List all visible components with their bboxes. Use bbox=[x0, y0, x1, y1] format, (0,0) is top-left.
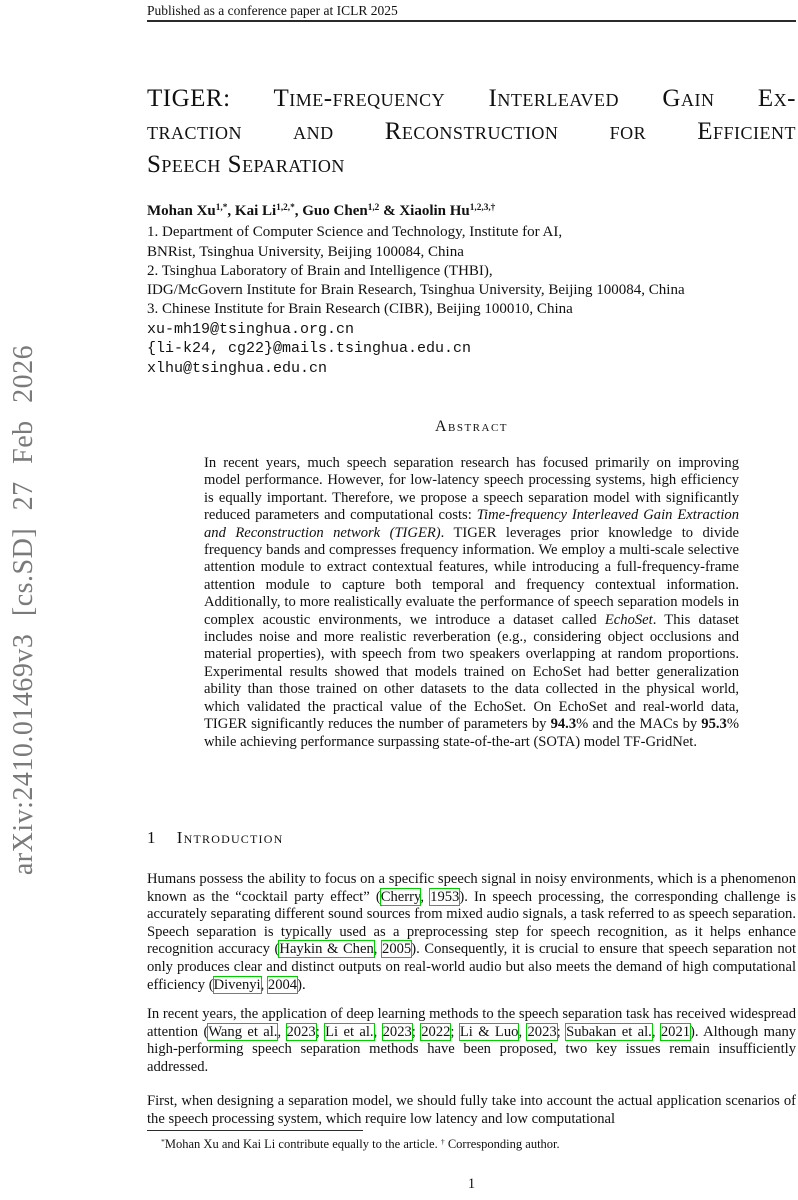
citation-link[interactable]: Haykin & Chen bbox=[279, 941, 374, 958]
citation-link[interactable]: 1953 bbox=[430, 888, 460, 905]
text-run: In recent years, much speech separation research has focused primarily on improving model performance. However, for low-latency speech processing systems, high efficiency is equally important. Therefore, we propose a speech separation model with significantly reduced parameters and computational costs: bbox=[204, 455, 739, 524]
affiliation-line-5: 3. Chinese Institute for Brain Research (CIBR), Beijing 100010, China bbox=[147, 301, 573, 318]
text-run: 94.3 bbox=[550, 716, 577, 733]
text-run: , bbox=[420, 888, 431, 905]
intro-paragraph-1 bbox=[147, 871, 796, 994]
arxiv-watermark-label: arXiv:2410.01469v3 [cs.SD] 27 Feb 2026 bbox=[8, 344, 39, 876]
arxiv-watermark bbox=[8, 300, 48, 920]
text-run: EchoSet bbox=[604, 611, 653, 628]
text-run: % while achieving performance surpassing state-of-the-art (SOTA) model TF-GridNet. bbox=[204, 716, 739, 750]
intro-paragraph-2 bbox=[147, 1006, 796, 1076]
text-run: ; bbox=[411, 1023, 422, 1040]
text-run: 1,2 bbox=[367, 203, 380, 214]
text-run: Xiaolin Hu bbox=[399, 203, 470, 219]
text-run: , bbox=[277, 1023, 287, 1040]
text-run: ; bbox=[315, 1023, 326, 1040]
text-run: First, when designing a separation model, we should fully take into account the actual application scenarios of the speech processing system, which require low latency and low computational bbox=[147, 1093, 796, 1127]
text-run: & bbox=[379, 203, 400, 219]
text-run: . TIGER leverages prior knowledge to divide frequency bands and compresses frequency information. We employ a multi-scale selective attention module to extract contextual features, while introducing a full-frequency-frame attention module to capture both temporal and frequency contextual information. Additionally, to more realistically evaluate the performance of speech separation models in complex acoustic environments, we introduce a dataset called bbox=[204, 524, 739, 628]
text-run: Guo Chen bbox=[302, 203, 368, 219]
title-line-2: traction and Reconstruction for Efficient bbox=[147, 118, 796, 145]
text-run: ). In speech processing, the corresponding challenge is accurately separating different sound sources from mixed audio signals, a task referred to as speech separation. Speech separation is typically used as a preprocessing step for speech recognition, as it helps enhance recognition accuracy ( bbox=[147, 888, 797, 958]
title-line-3: Speech Separation bbox=[147, 151, 345, 178]
author-names bbox=[147, 202, 796, 223]
affiliation-line-3: 2. Tsinghua Laboratory of Brain and Intelligence (THBI), bbox=[147, 262, 493, 279]
email-line-3: xlhu@tsinghua.edu.cn bbox=[147, 359, 328, 377]
citation-link[interactable]: Divenyi bbox=[213, 976, 261, 993]
text-run: , bbox=[373, 941, 383, 958]
text-run: ). Although many high-performing speech separation methods have been proposed, two key issues remain insufficiently addressed. bbox=[147, 1023, 797, 1075]
citation-link[interactable]: 2023 bbox=[382, 1023, 412, 1040]
citation-link[interactable]: 2023 bbox=[527, 1023, 557, 1040]
text-run: 1,2,3,† bbox=[469, 203, 496, 214]
text-run: † bbox=[440, 1137, 445, 1147]
text-run: , bbox=[294, 203, 303, 219]
paper-title bbox=[147, 82, 796, 181]
authors-block bbox=[147, 202, 796, 379]
text-run: 95.3 bbox=[701, 716, 727, 733]
text-run: ). Consequently, it is crucial to ensure that speech separation not only produces clear and distinct outputs on real-world audio but also meets the demand of high computational efficiency ( bbox=[147, 941, 797, 993]
title-line-1: TIGER: Time-frequency Interleaved Gain Ex- bbox=[147, 85, 796, 112]
text-run: , bbox=[260, 976, 268, 993]
text-run: Mohan Xu bbox=[147, 203, 216, 219]
section-number: 1 bbox=[147, 828, 156, 847]
abstract-body bbox=[204, 455, 739, 751]
header-rule bbox=[147, 20, 796, 22]
text-run: , bbox=[651, 1023, 661, 1040]
text-run: . This dataset includes noise and more realistic reverberation (e.g., considering object occlusions and material properties), with speech from two speakers overlapping at random proportions. Experimental results showed that models trained on EchoSet had better generalization ability than those trained on other datasets to the data collected in the physical world, which validated the practical value of the EchoSet. On EchoSet and real-world data, TIGER significantly reduces the number of parameters by bbox=[204, 611, 739, 733]
citation-link[interactable]: 2022 bbox=[421, 1023, 451, 1040]
page-number: 1 bbox=[467, 1176, 476, 1192]
text-run: * bbox=[161, 1137, 165, 1147]
citation-link[interactable]: Wang et al. bbox=[208, 1023, 278, 1040]
header-note: Published as a conference paper at ICLR 2025 bbox=[147, 3, 398, 18]
text-run: 1,* bbox=[215, 203, 228, 214]
citation-link[interactable]: 2005 bbox=[382, 941, 412, 958]
affiliation-line-4: IDG/McGovern Institute for Brain Research, Tsinghua University, Beijing 100084, China bbox=[147, 282, 685, 299]
footnote-rule bbox=[147, 1130, 363, 1131]
text-run: 1,2,* bbox=[276, 203, 295, 214]
citation-link[interactable]: Cherry bbox=[380, 888, 421, 905]
text-run: Corresponding author. bbox=[444, 1137, 560, 1151]
email-line-1: xu-mh19@tsinghua.org.cn bbox=[147, 320, 355, 338]
text-run: Kai Li bbox=[234, 203, 277, 219]
citation-link[interactable]: Li et al. bbox=[325, 1023, 374, 1040]
affiliation-line-1: 1. Department of Computer Science and Technology, Institute for AI, bbox=[147, 224, 563, 241]
email-line-2: {li-k24, cg22}@mails.tsinghua.edu.cn bbox=[147, 340, 472, 358]
citation-link[interactable]: Li & Luo bbox=[459, 1023, 519, 1040]
text-run: % and the MACs by bbox=[576, 716, 702, 733]
citation-link[interactable]: Subakan et al. bbox=[566, 1023, 652, 1040]
footnote bbox=[147, 1137, 796, 1153]
text-run: Mohan Xu and Kai Li contribute equally to the article. bbox=[164, 1137, 441, 1151]
section-heading-introduction bbox=[147, 828, 796, 848]
text-run: ). bbox=[297, 976, 306, 993]
text-run: , bbox=[518, 1023, 528, 1040]
citation-link[interactable]: 2023 bbox=[286, 1023, 316, 1040]
text-run: , bbox=[373, 1023, 383, 1040]
citation-link[interactable]: 2021 bbox=[660, 1023, 691, 1040]
citation-link[interactable]: 2004 bbox=[267, 976, 298, 993]
text-run: ; bbox=[556, 1023, 567, 1040]
text-run: Humans possess the ability to focus on a specific speech signal in noisy environments, which is a phenomenon known as the “cocktail party effect” ( bbox=[147, 871, 796, 905]
intro-paragraph-3 bbox=[147, 1093, 796, 1128]
section-title: Introduction bbox=[176, 828, 284, 847]
abstract-heading: Abstract bbox=[434, 418, 509, 435]
text-run: In recent years, the application of deep learning methods to the speech separation task has received widespread attention ( bbox=[147, 1006, 796, 1040]
text-run: Time-frequency Interleaved Gain Extraction and Reconstruction network (TIGER) bbox=[204, 507, 739, 541]
text-run: , bbox=[227, 203, 235, 219]
text-run: ; bbox=[450, 1023, 460, 1040]
affiliation-line-2: BNRist, Tsinghua University, Beijing 100084, China bbox=[147, 243, 464, 260]
